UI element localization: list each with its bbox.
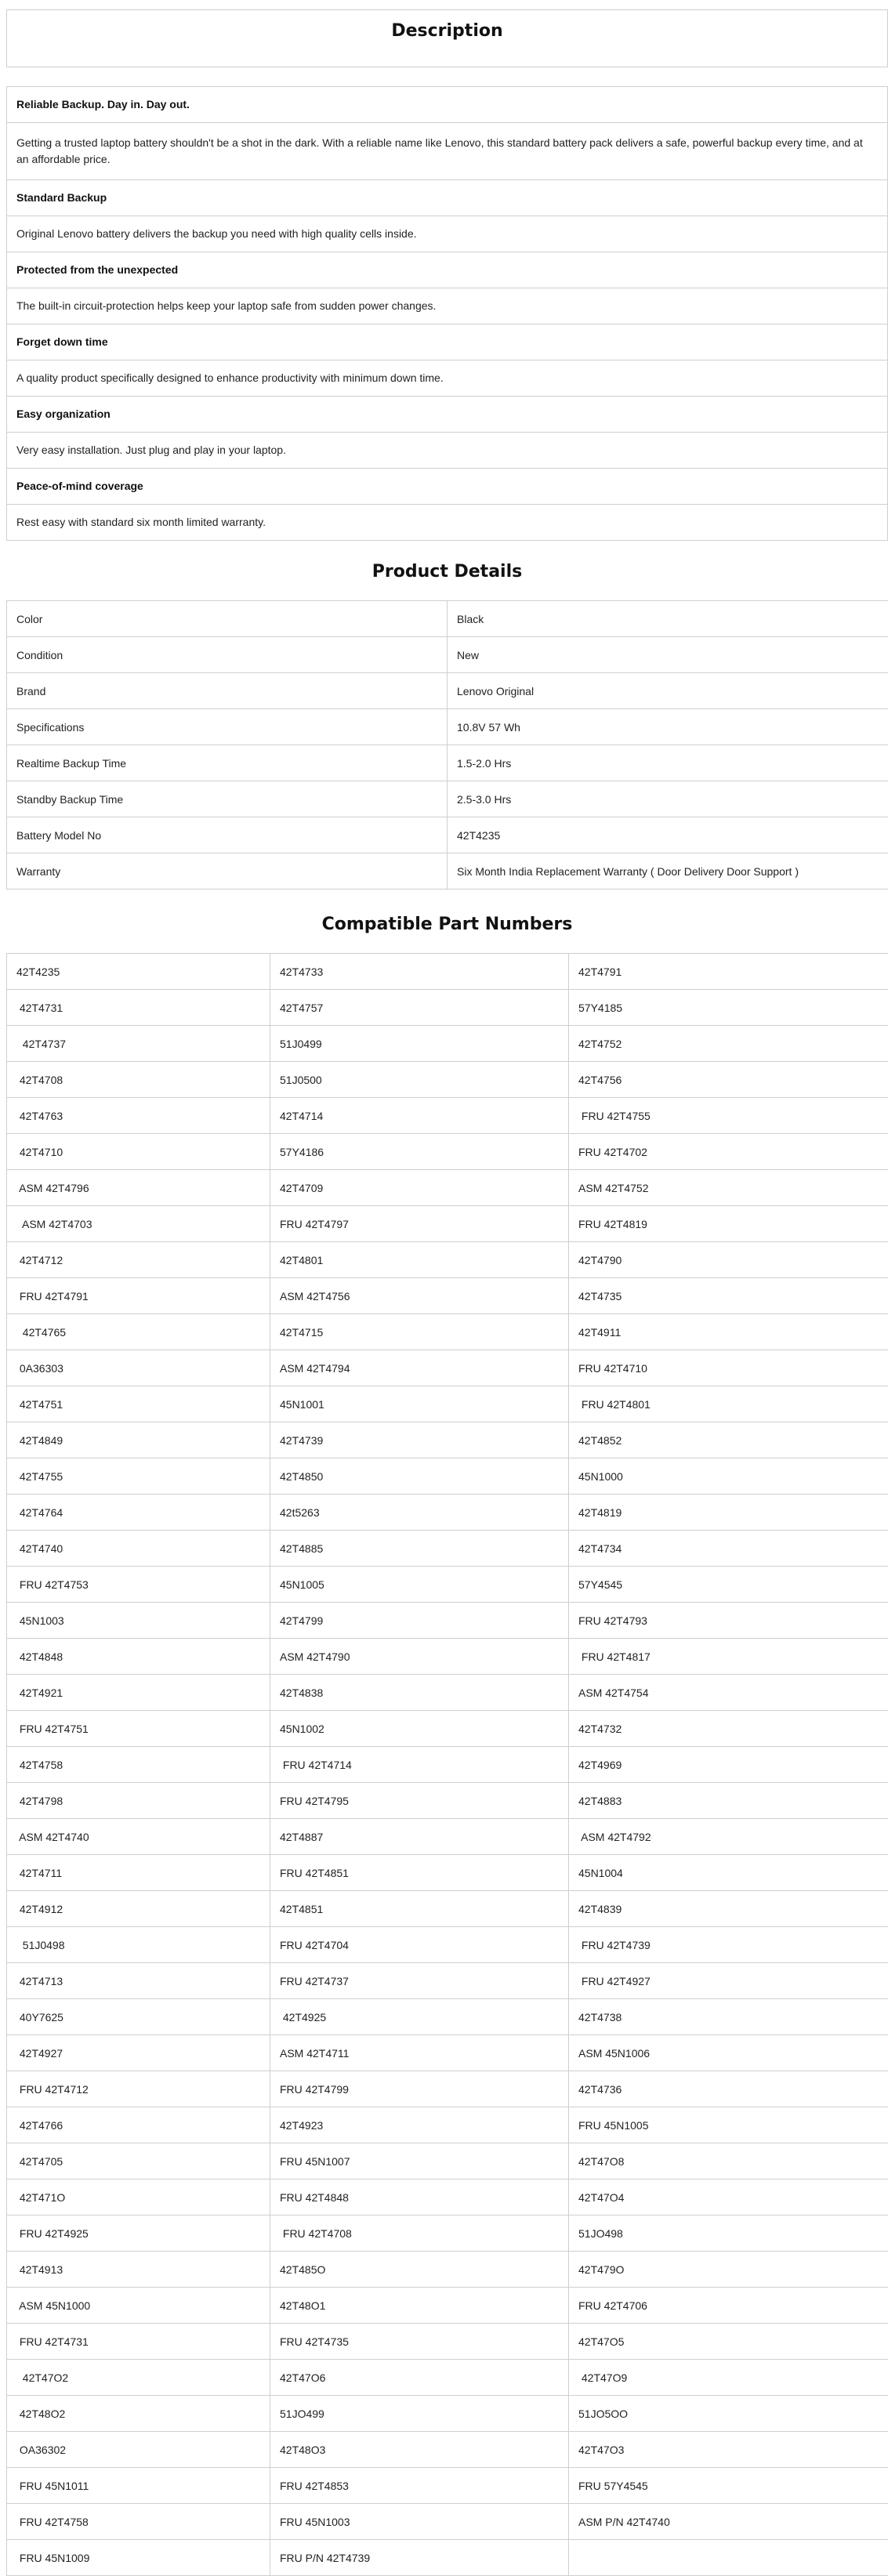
part-number-cell: 42T4757 xyxy=(270,990,569,1026)
part-number-cell: 42T4705 xyxy=(7,2143,270,2179)
part-number-cell: ASM 42T4794 xyxy=(270,1350,569,1386)
part-number-cell: FRU 42T4739 xyxy=(569,1927,888,1963)
part-number-cell: 42T4801 xyxy=(270,1242,569,1278)
part-number-cell: 42T4755 xyxy=(7,1458,270,1495)
description-text-row xyxy=(7,288,888,324)
part-number-cell: 45N1002 xyxy=(270,1711,569,1747)
part-number-cell: 42T4739 xyxy=(270,1422,569,1458)
description-heading: Protected from the unexpected xyxy=(7,252,888,288)
product-detail-value: 10.8V 57 Wh xyxy=(448,709,888,745)
part-number-cell: 42T4848 xyxy=(7,1639,270,1675)
description-table xyxy=(6,86,888,541)
description-header-box xyxy=(6,9,888,67)
part-number-cell: 51J0500 xyxy=(270,1062,569,1098)
part-number-cell: 40Y7625 xyxy=(7,1999,270,2035)
part-number-row xyxy=(7,1134,888,1170)
part-number-cell: FRU 42T4731 xyxy=(7,2324,270,2360)
part-number-row xyxy=(7,2468,888,2504)
part-number-cell: FRU 45N1005 xyxy=(569,2107,888,2143)
part-number-cell: FRU 42T4793 xyxy=(569,1603,888,1639)
part-number-cell: FRU 42T4848 xyxy=(270,2179,569,2216)
part-number-cell: 42T4732 xyxy=(569,1711,888,1747)
product-detail-label: Standby Backup Time xyxy=(7,781,448,817)
product-detail-label: Realtime Backup Time xyxy=(7,745,448,781)
part-number-cell: 51JO499 xyxy=(270,2396,569,2432)
part-number-cell: FRU 57Y4545 xyxy=(569,2468,888,2504)
part-number-row xyxy=(7,990,888,1026)
part-number-cell: 42T4731 xyxy=(7,990,270,1026)
part-number-cell: 42T4923 xyxy=(270,2107,569,2143)
part-number-cell: 42T4735 xyxy=(569,1278,888,1314)
part-number-row xyxy=(7,1639,888,1675)
part-number-cell: ASM 45N1006 xyxy=(569,2035,888,2071)
part-number-cell: 42T4715 xyxy=(270,1314,569,1350)
part-number-cell: 0A36303 xyxy=(7,1350,270,1386)
part-number-cell: 42T4756 xyxy=(569,1062,888,1098)
description-heading-row xyxy=(7,252,888,288)
part-number-cell: FRU 42T4925 xyxy=(7,2216,270,2252)
part-number-cell: 42T4765 xyxy=(7,1314,270,1350)
description-text-row xyxy=(7,123,888,180)
part-number-cell: 45N1004 xyxy=(569,1855,888,1891)
part-number-cell: 42T47O4 xyxy=(569,2179,888,2216)
part-number-cell: 42T4911 xyxy=(569,1314,888,1350)
part-number-cell: 42T4734 xyxy=(569,1531,888,1567)
part-number-cell: 42T48O1 xyxy=(270,2288,569,2324)
part-number-cell: 42T4790 xyxy=(569,1242,888,1278)
part-number-cell: 42T47O3 xyxy=(569,2432,888,2468)
part-number-cell: FRU 42T4817 xyxy=(569,1639,888,1675)
part-number-cell: 42T4752 xyxy=(569,1026,888,1062)
part-number-cell: 42T4714 xyxy=(270,1098,569,1134)
part-number-cell: FRU 42T4927 xyxy=(569,1963,888,1999)
part-number-cell: 57Y4185 xyxy=(569,990,888,1026)
part-number-cell: FRU 42T4702 xyxy=(569,1134,888,1170)
part-number-cell: FRU 42T4799 xyxy=(270,2071,569,2107)
part-number-cell: 42T4712 xyxy=(7,1242,270,1278)
product-detail-value: Black xyxy=(448,601,888,637)
part-number-row xyxy=(7,1891,888,1927)
part-number-row xyxy=(7,954,888,990)
part-number-cell: 42T4763 xyxy=(7,1098,270,1134)
product-detail-row xyxy=(7,781,888,817)
part-number-cell: 42T4885 xyxy=(270,1531,569,1567)
part-number-cell: 42T4708 xyxy=(7,1062,270,1098)
part-number-cell: 42T47O8 xyxy=(569,2143,888,2179)
part-number-row xyxy=(7,2216,888,2252)
product-details-table xyxy=(6,600,888,889)
part-number-cell: ASM 42T4711 xyxy=(270,2035,569,2071)
part-number-cell: ASM 42T4740 xyxy=(7,1819,270,1855)
part-number-row xyxy=(7,1675,888,1711)
part-number-cell: 57Y4186 xyxy=(270,1134,569,1170)
product-detail-value: 1.5-2.0 Hrs xyxy=(448,745,888,781)
part-number-cell: 42T4737 xyxy=(7,1026,270,1062)
part-number-row xyxy=(7,2432,888,2468)
part-number-row xyxy=(7,1603,888,1639)
part-number-row xyxy=(7,1747,888,1783)
part-number-cell: FRU 42T4853 xyxy=(270,2468,569,2504)
description-text: Very easy installation. Just plug and play in your laptop. xyxy=(7,433,888,469)
part-number-cell: 42T4850 xyxy=(270,1458,569,1495)
description-text-row xyxy=(7,216,888,252)
part-number-row xyxy=(7,1098,888,1134)
product-detail-row xyxy=(7,745,888,781)
part-number-cell: 42T4709 xyxy=(270,1170,569,1206)
part-number-cell: ASM P/N 42T4740 xyxy=(569,2504,888,2540)
part-number-cell: 45N1003 xyxy=(7,1603,270,1639)
part-number-cell: 42T4925 xyxy=(270,1999,569,2035)
part-number-cell: 42T4839 xyxy=(569,1891,888,1927)
product-detail-label: Specifications xyxy=(7,709,448,745)
part-number-row xyxy=(7,2540,888,2576)
part-number-cell: FRU 42T4712 xyxy=(7,2071,270,2107)
part-number-cell: FRU P/N 42T4739 xyxy=(270,2540,569,2576)
part-number-row xyxy=(7,2143,888,2179)
part-number-cell: FRU 42T4706 xyxy=(569,2288,888,2324)
part-number-cell: FRU 45N1009 xyxy=(7,2540,270,2576)
part-number-cell: FRU 42T4851 xyxy=(270,1855,569,1891)
description-heading: Standard Backup xyxy=(7,180,888,216)
part-number-row xyxy=(7,1350,888,1386)
compatible-parts-table xyxy=(6,953,888,2576)
part-number-cell: 42T4751 xyxy=(7,1386,270,1422)
part-number-cell: 42T4799 xyxy=(270,1603,569,1639)
part-number-row xyxy=(7,1927,888,1963)
part-number-cell: 42T4887 xyxy=(270,1819,569,1855)
compatible-parts-title: Compatible Part Numbers xyxy=(6,915,888,934)
part-number-cell: FRU 42T4801 xyxy=(569,1386,888,1422)
part-number-cell: ASM 42T4796 xyxy=(7,1170,270,1206)
part-number-cell: 42T47O6 xyxy=(270,2360,569,2396)
part-number-row xyxy=(7,2179,888,2216)
part-number-cell: ASM 42T4792 xyxy=(569,1819,888,1855)
part-number-row xyxy=(7,1386,888,1422)
description-text-row xyxy=(7,433,888,469)
part-number-cell: FRU 42T4795 xyxy=(270,1783,569,1819)
description-title: Description xyxy=(7,10,887,41)
description-text-row xyxy=(7,360,888,397)
part-number-cell: 42T4819 xyxy=(569,1495,888,1531)
description-heading-row xyxy=(7,397,888,433)
part-number-cell: 51JO498 xyxy=(569,2216,888,2252)
part-number-row xyxy=(7,1170,888,1206)
part-number-cell: 42T4758 xyxy=(7,1747,270,1783)
part-number-row xyxy=(7,1855,888,1891)
part-number-row xyxy=(7,1206,888,1242)
part-number-cell: 51J0499 xyxy=(270,1026,569,1062)
part-number-cell: 42T4740 xyxy=(7,1531,270,1567)
part-number-cell: 42T479O xyxy=(569,2252,888,2288)
part-number-cell: FRU 42T4791 xyxy=(7,1278,270,1314)
part-number-cell: FRU 42T4735 xyxy=(270,2324,569,2360)
part-number-cell: 42T4838 xyxy=(270,1675,569,1711)
part-number-cell: 57Y4545 xyxy=(569,1567,888,1603)
part-number-cell: 45N1001 xyxy=(270,1386,569,1422)
part-number-cell: 42T4733 xyxy=(270,954,569,990)
description-heading: Easy organization xyxy=(7,397,888,433)
part-number-row xyxy=(7,2396,888,2432)
part-number-row xyxy=(7,2107,888,2143)
part-number-cell: 42T4764 xyxy=(7,1495,270,1531)
part-number-row xyxy=(7,1999,888,2035)
part-number-row xyxy=(7,1531,888,1567)
part-number-row xyxy=(7,1783,888,1819)
part-number-cell: 42T4921 xyxy=(7,1675,270,1711)
part-number-cell: FRU 42T4737 xyxy=(270,1963,569,1999)
part-number-cell: 51JO5OO xyxy=(569,2396,888,2432)
part-number-cell: 42t5263 xyxy=(270,1495,569,1531)
part-number-row xyxy=(7,1062,888,1098)
part-number-cell: ASM 42T4756 xyxy=(270,1278,569,1314)
part-number-cell: ASM 42T4754 xyxy=(569,1675,888,1711)
part-number-cell: 42T4766 xyxy=(7,2107,270,2143)
product-detail-label: Battery Model No xyxy=(7,817,448,853)
part-number-row xyxy=(7,1458,888,1495)
part-number-cell: FRU 42T4797 xyxy=(270,1206,569,1242)
product-detail-label: Color xyxy=(7,601,448,637)
part-number-row xyxy=(7,1026,888,1062)
part-number-cell: FRU 42T4753 xyxy=(7,1567,270,1603)
part-number-cell: 42T4927 xyxy=(7,2035,270,2071)
part-number-cell: OA36302 xyxy=(7,2432,270,2468)
description-text: Getting a trusted laptop battery shouldn't be a shot in the dark. With a reliable name like Lenovo, this standard battery pack delivers a safe, powerful backup every time, and at an affordable price. xyxy=(7,123,888,180)
part-number-cell: 45N1000 xyxy=(569,1458,888,1495)
part-number-cell: FRU 45N1003 xyxy=(270,2504,569,2540)
part-number-cell: 42T4713 xyxy=(7,1963,270,1999)
description-text-row xyxy=(7,505,888,541)
product-detail-value: Six Month India Replacement Warranty ( Door Delivery Door Support ) xyxy=(448,853,888,889)
part-number-cell: ASM 42T4703 xyxy=(7,1206,270,1242)
part-number-cell: 42T4711 xyxy=(7,1855,270,1891)
part-number-cell: 42T4851 xyxy=(270,1891,569,1927)
part-number-cell: FRU 45N1007 xyxy=(270,2143,569,2179)
part-number-row xyxy=(7,2071,888,2107)
part-number-cell: 42T4736 xyxy=(569,2071,888,2107)
part-number-row xyxy=(7,2324,888,2360)
part-number-row xyxy=(7,1278,888,1314)
part-number-cell: ASM 42T4790 xyxy=(270,1639,569,1675)
part-number-cell: 42T4798 xyxy=(7,1783,270,1819)
product-detail-value: New xyxy=(448,637,888,673)
description-text: Rest easy with standard six month limited warranty. xyxy=(7,505,888,541)
product-detail-label: Condition xyxy=(7,637,448,673)
product-details-title: Product Details xyxy=(6,562,888,582)
part-number-cell: 42T4883 xyxy=(569,1783,888,1819)
description-heading-row xyxy=(7,324,888,360)
description-heading-row xyxy=(7,87,888,123)
description-heading-row xyxy=(7,180,888,216)
part-number-cell: FRU 42T4710 xyxy=(569,1350,888,1386)
part-number-row xyxy=(7,2504,888,2540)
part-number-cell: 42T4852 xyxy=(569,1422,888,1458)
part-number-cell: FRU 42T4708 xyxy=(270,2216,569,2252)
product-detail-row xyxy=(7,673,888,709)
product-detail-value: 42T4235 xyxy=(448,817,888,853)
product-detail-row xyxy=(7,637,888,673)
part-number-cell: 42T4913 xyxy=(7,2252,270,2288)
part-number-cell: 42T47O9 xyxy=(569,2360,888,2396)
part-number-row xyxy=(7,1422,888,1458)
part-number-cell: ASM 42T4752 xyxy=(569,1170,888,1206)
part-number-row xyxy=(7,1711,888,1747)
part-number-cell: 42T48O3 xyxy=(270,2432,569,2468)
part-number-cell: FRU 42T4704 xyxy=(270,1927,569,1963)
description-text: Original Lenovo battery delivers the backup you need with high quality cells inside. xyxy=(7,216,888,252)
part-number-row xyxy=(7,2288,888,2324)
part-number-cell: FRU 45N1011 xyxy=(7,2468,270,2504)
product-detail-value: Lenovo Original xyxy=(448,673,888,709)
part-number-row xyxy=(7,1314,888,1350)
part-number-cell: FRU 42T4751 xyxy=(7,1711,270,1747)
product-detail-label: Brand xyxy=(7,673,448,709)
part-number-row xyxy=(7,1567,888,1603)
description-heading: Forget down time xyxy=(7,324,888,360)
part-number-cell: 42T4235 xyxy=(7,954,270,990)
part-number-cell: FRU 42T4819 xyxy=(569,1206,888,1242)
part-number-cell: 45N1005 xyxy=(270,1567,569,1603)
part-number-cell: 42T4710 xyxy=(7,1134,270,1170)
part-number-cell: FRU 42T4714 xyxy=(270,1747,569,1783)
part-number-cell: FRU 42T4755 xyxy=(569,1098,888,1134)
part-number-cell: 42T485O xyxy=(270,2252,569,2288)
part-number-cell: 42T4912 xyxy=(7,1891,270,1927)
part-number-row xyxy=(7,1963,888,1999)
description-heading: Peace-of-mind coverage xyxy=(7,469,888,505)
part-number-cell: FRU 42T4758 xyxy=(7,2504,270,2540)
part-number-cell: 42T471O xyxy=(7,2179,270,2216)
part-number-cell: 42T4791 xyxy=(569,954,888,990)
product-detail-row xyxy=(7,817,888,853)
part-number-row xyxy=(7,1819,888,1855)
part-number-cell: 42T48O2 xyxy=(7,2396,270,2432)
part-number-row xyxy=(7,1495,888,1531)
product-detail-label: Warranty xyxy=(7,853,448,889)
part-number-row xyxy=(7,2252,888,2288)
part-number-cell: 42T4849 xyxy=(7,1422,270,1458)
part-number-row xyxy=(7,2035,888,2071)
part-number-cell: 42T4738 xyxy=(569,1999,888,2035)
part-number-cell xyxy=(569,2540,888,2576)
description-text: The built-in circuit-protection helps keep your laptop safe from sudden power changes. xyxy=(7,288,888,324)
part-number-cell: ASM 45N1000 xyxy=(7,2288,270,2324)
description-heading-row xyxy=(7,469,888,505)
part-number-cell: 42T47O2 xyxy=(7,2360,270,2396)
product-detail-row xyxy=(7,601,888,637)
product-detail-row xyxy=(7,853,888,889)
part-number-cell: 42T47O5 xyxy=(569,2324,888,2360)
part-number-cell: 42T4969 xyxy=(569,1747,888,1783)
description-heading: Reliable Backup. Day in. Day out. xyxy=(7,87,888,123)
part-number-cell: 51J0498 xyxy=(7,1927,270,1963)
part-number-row xyxy=(7,1242,888,1278)
part-number-row xyxy=(7,2360,888,2396)
product-detail-value: 2.5-3.0 Hrs xyxy=(448,781,888,817)
description-text: A quality product specifically designed to enhance productivity with minimum down time. xyxy=(7,360,888,397)
product-detail-row xyxy=(7,709,888,745)
